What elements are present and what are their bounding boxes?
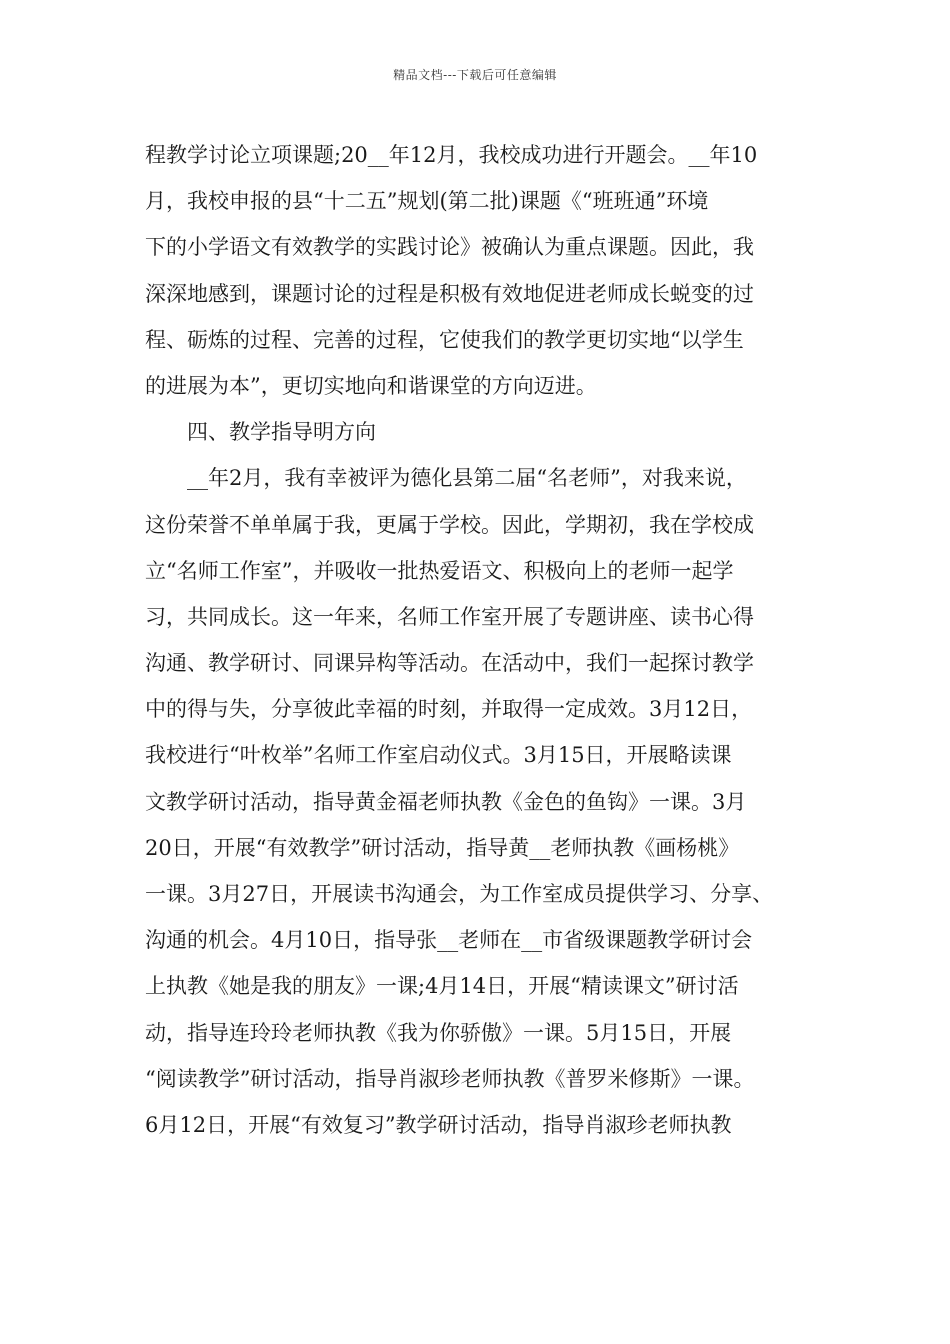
text-line: 习，共同成长。这一年来，名师工作室开展了专题讲座、读书心得 [145, 604, 754, 629]
text-line: __年2月，我有幸被评为德化县第二届“名老师”，对我来说， [187, 466, 747, 491]
text-line: 文教学研讨活动，指导黄金福老师执教《金色的鱼钩》一课。3月 [145, 789, 747, 814]
text-line: “阅读教学”研讨活动，指导肖淑珍老师执教《普罗米修斯》一课。 [145, 1066, 755, 1091]
text-line: 深深地感到，课题讨论的过程是积极有效地促进老师成长蜕变的过 [145, 281, 754, 306]
text-line: 月，我校申报的县“十二五”规划(第二批)课题《“班班通”环境 [145, 189, 709, 214]
text-line: 沟通、教学研讨、同课异构等活动。在活动中，我们一起探讨教学 [145, 651, 754, 676]
text-line: 中的得与失，分享彼此幸福的时刻，并取得一定成效。3月12日， [145, 697, 753, 722]
text-line: 下的小学语文有效教学的实践讨论》被确认为重点课题。因此，我 [145, 235, 754, 260]
text-line: 一课。3月27日，开展读书沟通会，为工作室成员提供学习、分享、 [145, 882, 774, 906]
text-line: 的进展为本”，更切实地向和谐课堂的方向迈进。 [145, 373, 597, 398]
page-header: 精品文档---下载后可任意编辑 [393, 68, 557, 82]
text-line: 四、教学指导明方向 [187, 420, 376, 445]
text-line: 我校进行“叶枚举”名师工作室启动仪式。3月15日，开展略读课 [145, 743, 732, 768]
text-line: 程、砺炼的过程、完善的过程，它使我们的教学更切实地“以学生 [145, 327, 744, 352]
text-line: 动，指导连玲玲老师执教《我为你骄傲》一课。5月15日，开展 [145, 1020, 732, 1045]
text-line: 20日，开展“有效教学”研讨活动，指导黄__老师执教《画杨桃》 [145, 835, 740, 860]
text-line: 上执教《她是我的朋友》一课;4月14日，开展“精读课文”研讨活 [145, 974, 739, 999]
text-line: 沟通的机会。4月10日，指导张__老师在__市省级课题教学研讨会 [145, 928, 753, 953]
text-line: 6月12日，开展“有效复习”教学研讨活动，指导肖淑珍老师执教 [145, 1112, 732, 1137]
document-body [145, 132, 825, 1148]
text-line: 立“名师工作室”，并吸收一批热爱语文、积极向上的老师一起学 [145, 558, 734, 583]
text-line: 这份荣誉不单单属于我，更属于学校。因此，学期初，我在学校成 [145, 512, 754, 537]
text-line: 程教学讨论立项课题;20__年12月，我校成功进行开题会。__年10 [145, 143, 758, 167]
